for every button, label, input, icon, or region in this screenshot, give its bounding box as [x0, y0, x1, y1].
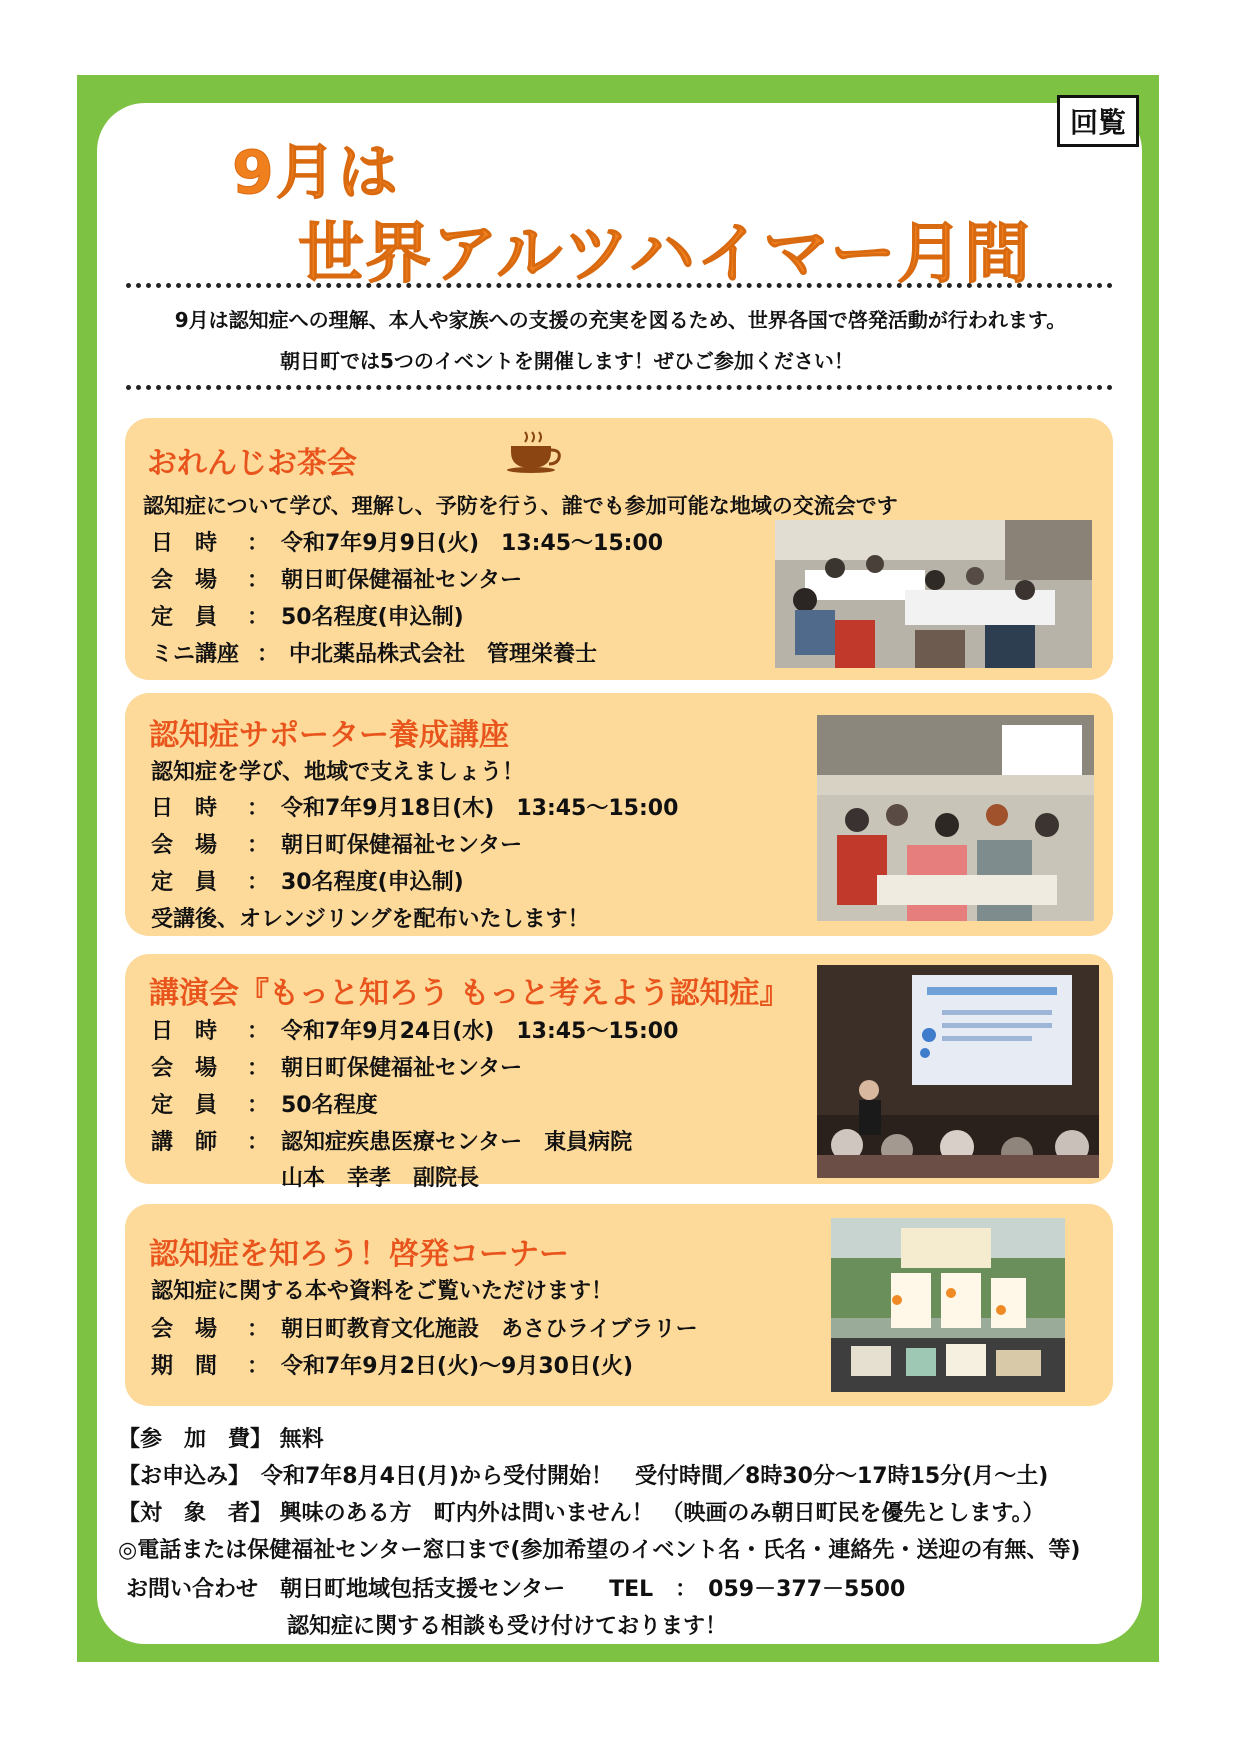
row-value: 30名程度(申込制) — [281, 870, 464, 895]
row-colon: ： — [247, 1056, 270, 1081]
event-row-venue — [151, 563, 522, 594]
row-value: 中北薬品株式会社 管理栄養士 — [289, 642, 598, 667]
row-value: 50名程度(申込制) — [281, 605, 464, 630]
row-colon: ： — [247, 833, 270, 858]
event-description: 認知症について学び、理解し、予防を行う、誰でも参加可能な地域の交流会です — [143, 494, 898, 518]
row-colon: ： — [247, 1093, 270, 1118]
dotted-divider-bottom — [126, 385, 1113, 390]
teacup-icon — [505, 430, 563, 474]
event-row-venue — [151, 1312, 698, 1343]
event-row-capacity — [151, 1088, 378, 1119]
row-label: 会 場 — [151, 568, 218, 593]
event-row-venue — [151, 1051, 522, 1082]
event-row-capacity — [151, 865, 464, 896]
row-colon: ： — [247, 1130, 270, 1155]
row-colon: ： — [247, 1019, 270, 1044]
row-label: 講 師 — [151, 1130, 218, 1155]
title-line-2: 世界アルツハイマー月間 — [298, 215, 1032, 292]
row-label: ミニ講座 — [151, 642, 240, 667]
event-card-orange-tea — [125, 418, 1113, 680]
event-card-lecture — [125, 954, 1113, 1191]
event-photo — [817, 715, 1094, 921]
dotted-divider-top — [126, 283, 1113, 288]
row-label: 会 場 — [151, 1056, 218, 1081]
row-colon: ： — [247, 1354, 270, 1379]
event-row-date — [151, 1014, 678, 1045]
row-label: 日 時 — [151, 796, 218, 821]
intro-line-2: 朝日町では5つのイベントを開催します！ぜひご参加ください！ — [280, 349, 854, 373]
footer-target: 【対 象 者】 興味のある方 町内外は問いません！ （映画のみ朝日町民を優先とします。） — [118, 1501, 1045, 1526]
event-row-period — [151, 1349, 633, 1380]
event-description: 認知症に関する本や資料をご覧いただけます！ — [151, 1279, 614, 1304]
row-colon: ： — [247, 568, 270, 593]
row-label: 期 間 — [151, 1354, 218, 1379]
event-description: 認知症を学び、地域で支えましょう！ — [151, 760, 525, 785]
event-photo — [817, 965, 1099, 1178]
circulation-badge: 回覧 — [1057, 95, 1139, 147]
event-speaker: 山本 幸孝 副院長 — [281, 1166, 480, 1191]
event-card-awareness-corner — [125, 1204, 1113, 1406]
row-value: 50名程度 — [281, 1093, 378, 1118]
row-label: 定 員 — [151, 1093, 218, 1118]
row-label: 会 場 — [151, 1317, 218, 1342]
event-row-mini-lecture — [151, 637, 597, 668]
event-row-date — [151, 526, 663, 557]
row-label: 日 時 — [151, 1019, 218, 1044]
row-label: 定 員 — [151, 605, 218, 630]
row-colon: ： — [247, 531, 270, 556]
footer-apply: 【お申込み】 令和7年8月4日(月)から受付開始！ 受付時間／8時30分～17時15分(月～土) — [118, 1464, 1049, 1489]
row-colon: ： — [247, 605, 270, 630]
event-card-supporter-course — [125, 693, 1113, 936]
row-value: 朝日町保健福祉センター — [281, 1056, 523, 1081]
event-title: 認知症を知ろう！啓発コーナー — [149, 1237, 569, 1272]
row-colon: ： — [247, 1317, 270, 1342]
row-value: 令和7年9月2日(火)～9月30日(火) — [281, 1354, 634, 1379]
event-title: 認知症サポーター養成講座 — [149, 718, 509, 753]
footer-contact-method: ◎電話または保健福祉センター窓口まで(参加希望のイベント名・氏名・連絡先・送迎の有無、等) — [118, 1538, 1081, 1563]
row-colon: ： — [247, 870, 270, 895]
row-colon: ： — [247, 796, 270, 821]
row-value: 朝日町保健福祉センター — [281, 833, 523, 858]
event-photo — [775, 520, 1092, 668]
row-colon: ： — [257, 642, 280, 667]
row-value: 令和7年9月9日(火) 13:45～15:00 — [281, 531, 664, 556]
footer-inquiry: お問い合わせ 朝日町地域包括支援センター TEL ： 059－377－5500 — [126, 1577, 906, 1602]
intro-line-1: 9月は認知症への理解、本人や家族への支援の充実を図るため、世界各国で啓発活動が行われます。 — [174, 308, 1067, 332]
row-value: 認知症疾患医療センター 東員病院 — [281, 1130, 633, 1155]
event-title: おれんじお茶会 — [147, 446, 357, 481]
event-row-capacity — [151, 600, 464, 631]
row-value: 令和7年9月18日(木) 13:45～15:00 — [281, 796, 679, 821]
footer-fee: 【参 加 費】 無料 — [118, 1427, 324, 1452]
event-note: 受講後、オレンジリングを配布いたします！ — [151, 907, 590, 932]
event-row-venue — [151, 828, 522, 859]
title-line-1: 9月は — [232, 138, 400, 208]
event-photo — [831, 1218, 1065, 1392]
event-row-date — [151, 791, 678, 822]
row-label: 日 時 — [151, 531, 218, 556]
row-value: 朝日町保健福祉センター — [281, 568, 523, 593]
event-title: 講演会『もっと知ろう もっと考えよう認知症』 — [149, 976, 790, 1011]
footer-consult: 認知症に関する相談も受け付けております！ — [287, 1614, 728, 1639]
event-row-lecturer — [151, 1125, 632, 1156]
row-label: 会 場 — [151, 833, 218, 858]
row-value: 朝日町教育文化施設 あさひライブラリー — [281, 1317, 698, 1342]
row-value: 令和7年9月24日(水) 13:45～15:00 — [281, 1019, 679, 1044]
row-label: 定 員 — [151, 870, 218, 895]
